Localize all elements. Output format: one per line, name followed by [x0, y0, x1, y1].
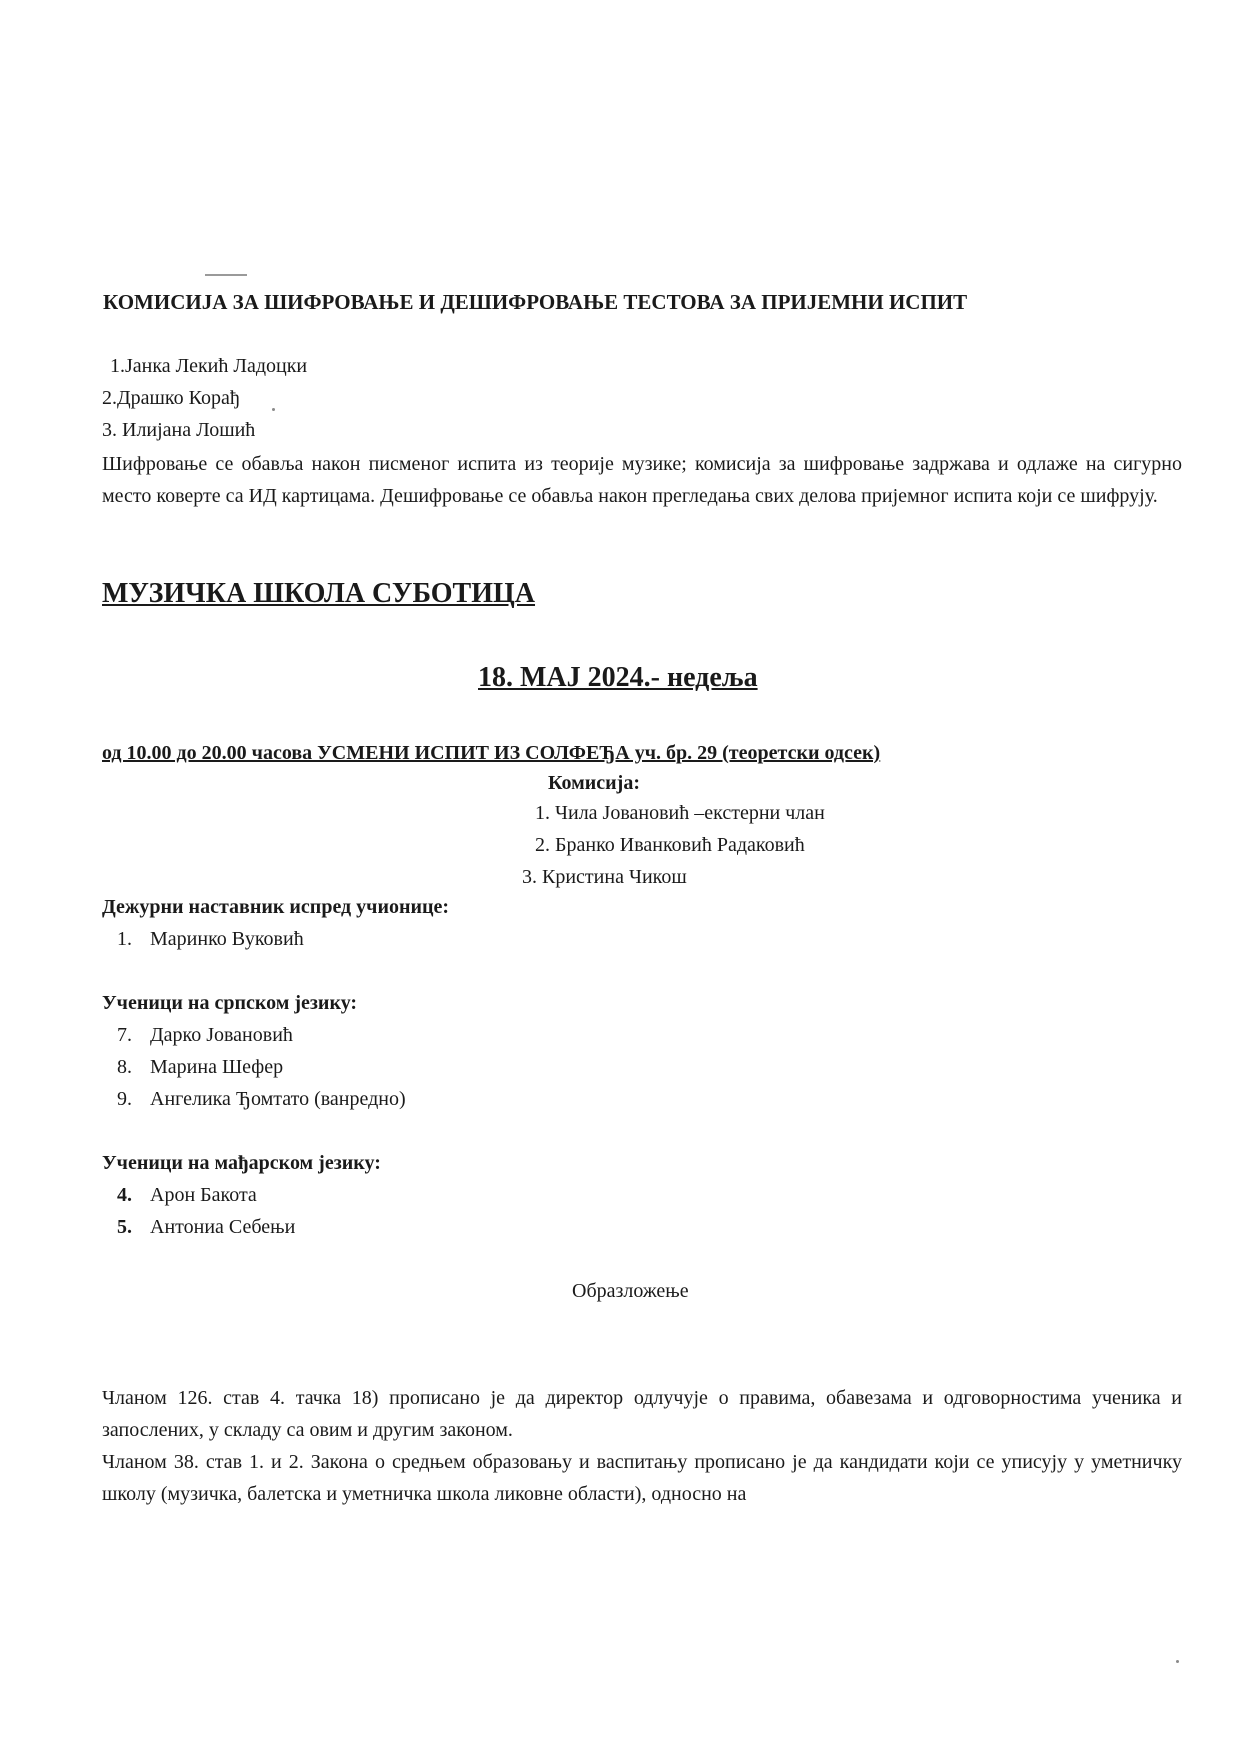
list-number: 7.	[117, 1024, 132, 1046]
commission-member: 1.Јанка Лекић Ладоцки	[110, 355, 308, 377]
scan-speck	[1176, 1660, 1179, 1663]
school-title: МУЗИЧКА ШКОЛА СУБОТИЦА	[102, 578, 536, 609]
exam-schedule-line: од 10.00 до 20.00 часова УСМЕНИ ИСПИТ ИЗ СОЛФЕЂА уч. бр. 29 (теоретски одсек)	[102, 742, 881, 764]
duty-teacher-label: Дежурни наставник испред учионице:	[102, 896, 450, 918]
committee-member: 3. Кристина Чикош	[522, 866, 687, 888]
student-name: Марина Шефер	[150, 1056, 284, 1078]
list-number: 1.	[117, 928, 132, 950]
student-name: Антониа Себењи	[150, 1216, 296, 1238]
list-number: 5.	[117, 1216, 132, 1238]
teacher-name: Маринко Вуковић	[150, 928, 304, 950]
commission-title: КОМИСИЈА ЗА ШИФРОВАЊЕ И ДЕШИФРОВАЊЕ ТЕСТОВА ЗА ПРИЈЕМНИ ИСПИТ	[103, 290, 968, 314]
student-name: Арон Бакота	[150, 1184, 257, 1206]
list-number: 4.	[117, 1184, 132, 1206]
list-number: 9.	[117, 1088, 132, 1110]
list-number: 8.	[117, 1056, 132, 1078]
serbian-students-label: Ученици на српском језику:	[102, 992, 358, 1014]
reasoning-title: Образложење	[572, 1280, 689, 1302]
committee-label: Комисија:	[548, 772, 640, 794]
commission-member: 2.Драшко Корађ	[102, 387, 240, 409]
reasoning-paragraph: Чланом 126. став 4. тачка 18) прописано је да директор одлучује о правима, обавезама и одговорностима ученика и запослених, у складу са овим и другим законом.	[102, 1387, 1182, 1441]
student-item	[102, 1024, 293, 1047]
commission-member: 3. Илијана Лошић	[102, 419, 256, 441]
commission-description: Шифровање се обавља након писменог испита из теорије музике; комисија за шифровање задржава и одлаже на сигурно место коверте са ИД картицама. Дешифровање се обавља након прегледања свих делова пријемног испита који се шифрују.	[102, 453, 1182, 507]
student-item	[102, 1056, 283, 1079]
reasoning-paragraph: Чланом 38. став 1. и 2. Закона о средњем образовању и васпитању прописано је да кандидати који се уписују у уметничку школу (музичка, балетска и уметничка школа ликовне области), односно на	[102, 1451, 1182, 1505]
committee-member: 2. Бранко Иванковић Радаковић	[535, 834, 805, 856]
committee-member: 1. Чила Јовановић –екстерни члан	[535, 802, 825, 824]
student-item	[102, 1088, 406, 1111]
student-name: Ангелика Ђомтато (ванредно)	[150, 1088, 406, 1110]
student-item	[102, 1216, 295, 1239]
scan-speck	[272, 408, 275, 411]
student-item	[102, 1184, 257, 1207]
exam-date: 18. МАЈ 2024.- недеља	[478, 662, 758, 693]
scan-mark	[205, 274, 247, 276]
hungarian-students-label: Ученици на мађарском језику:	[102, 1152, 381, 1174]
duty-teacher-item	[102, 928, 304, 951]
student-name: Дарко Јовановић	[150, 1024, 293, 1046]
